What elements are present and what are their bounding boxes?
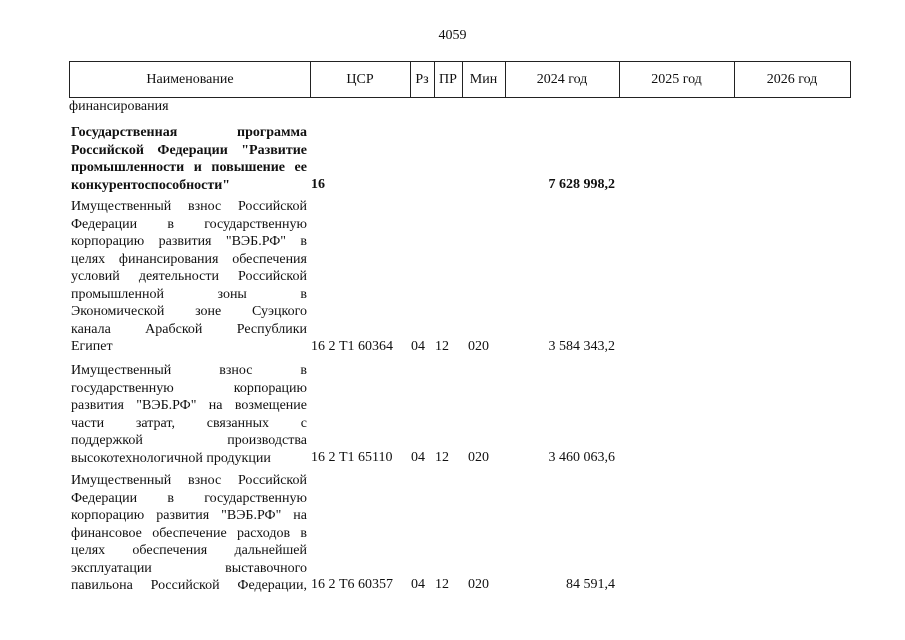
row-min: 020 [468, 339, 489, 354]
header-csr: ЦСР [346, 72, 374, 87]
name-line: Государственная программа [71, 125, 307, 140]
row-min: 020 [468, 450, 489, 465]
name-line: целях обеспечения дальнейшей [71, 543, 307, 558]
name-line: Российской Федерации "Развитие [71, 142, 307, 158]
name-line: конкурентоспособности" [71, 177, 231, 193]
name-line: эксплуатации выставочного [71, 560, 307, 576]
row-2024: 3 460 063,6 [548, 450, 615, 465]
row-pr: 12 [435, 577, 449, 592]
name-line: канала Арабской Республики [71, 321, 307, 337]
name-line: части затрат, связанных с [71, 415, 307, 431]
header-rz: Рз [415, 72, 429, 87]
header-min: Мин [469, 72, 498, 87]
name-line: развития "ВЭБ.РФ" на возмещение [71, 398, 307, 413]
header-2026: 2026 год [766, 72, 818, 87]
header-pr: ПР [439, 72, 457, 87]
row-pr: 12 [435, 339, 449, 354]
name-line: высокотехнологичной продукции [71, 450, 271, 466]
header-name: Наименование [146, 72, 234, 87]
row-name [71, 124, 307, 194]
row-pr: 12 [435, 450, 449, 465]
name-line: Имущественный взнос в [71, 363, 307, 378]
row-rz: 04 [411, 339, 425, 354]
row-rz: 04 [411, 450, 425, 465]
name-line: финансовое обеспечение расходов в [71, 525, 307, 541]
name-line: павильона Российской Федерации, [71, 578, 307, 593]
row-rz: 04 [411, 577, 425, 592]
row-name [71, 198, 307, 356]
name-line: корпорацию развития "ВЭБ.РФ" на [71, 508, 307, 523]
row-csr: 16 2 Т1 65110 [311, 450, 393, 465]
continuation-text: финансирования [69, 99, 169, 114]
name-line: Имущественный взнос Российской [71, 473, 307, 488]
row-name [71, 472, 307, 595]
name-line: корпорацию развития "ВЭБ.РФ" в [71, 234, 307, 249]
name-line: государственную корпорацию [71, 380, 307, 396]
name-line: промышленной зоны в [71, 286, 307, 302]
table-header [69, 61, 851, 98]
row-2024: 3 584 343,2 [548, 339, 615, 354]
page-number: 4059 [438, 28, 467, 43]
name-line: промышленности и повышение ее [71, 160, 307, 175]
name-line: Федерации в государственную [71, 216, 307, 232]
name-line: Имущественный взнос Российской [71, 199, 307, 214]
row-csr: 16 2 Т6 60357 [311, 577, 394, 592]
row-csr: 16 2 Т1 60364 [311, 339, 394, 354]
name-line: Федерации в государственную [71, 490, 307, 506]
name-line: Египет [71, 339, 113, 354]
name-line: Экономической зоне Суэцкого [71, 304, 307, 319]
name-line: условий деятельности Российской [71, 269, 307, 284]
header-2025: 2025 год [651, 72, 702, 87]
name-line: поддержкой производства [71, 433, 307, 448]
row-min: 020 [468, 577, 489, 592]
header-2024: 2024 год [536, 72, 588, 87]
row-name [71, 362, 307, 467]
name-line: целях финансирования обеспечения [71, 251, 307, 267]
row-2024: 84 591,4 [566, 577, 615, 592]
row-csr: 16 [311, 177, 325, 192]
row-2024: 7 628 998,2 [548, 177, 615, 192]
